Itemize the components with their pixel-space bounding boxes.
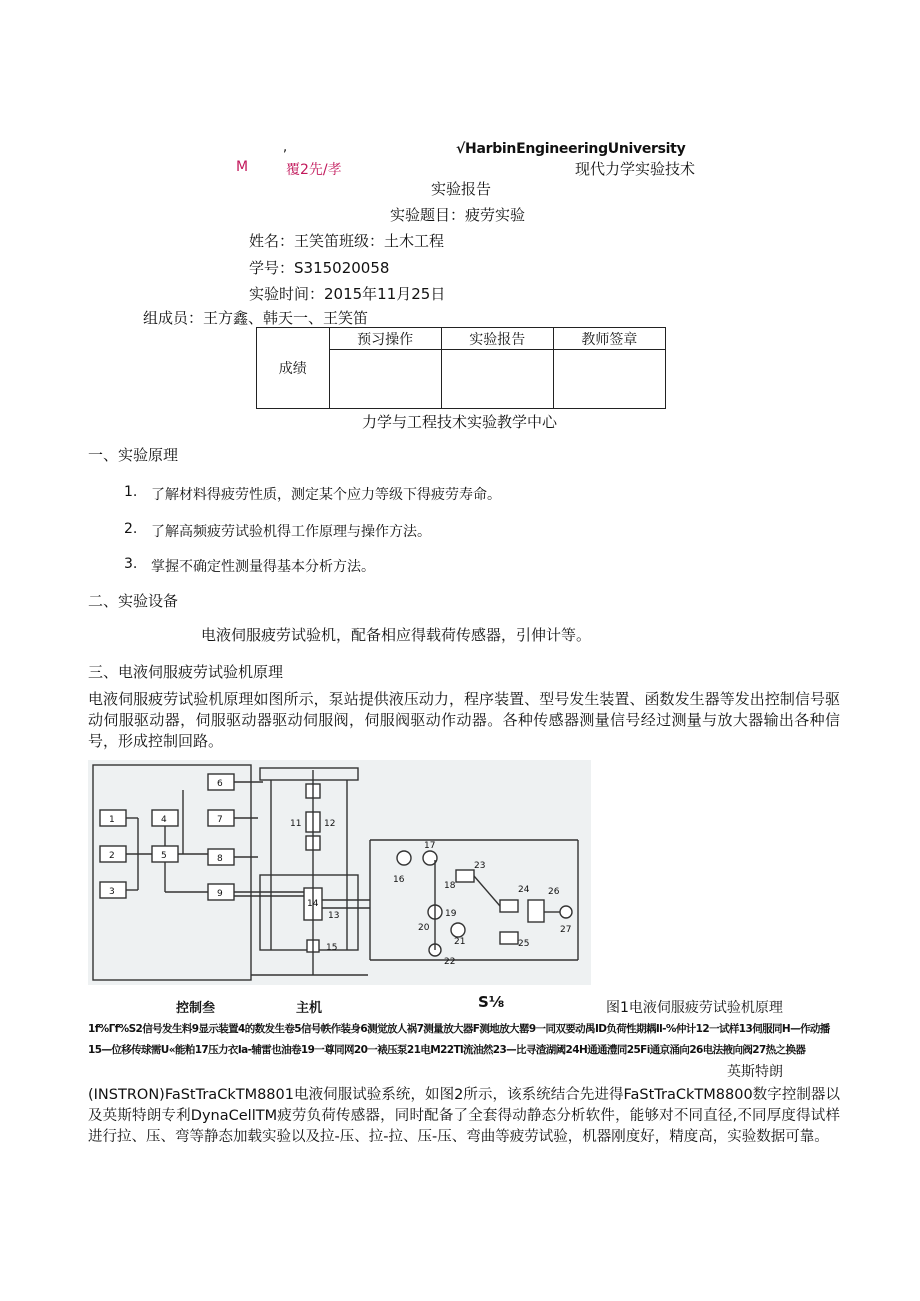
diagram-number-14: 14 xyxy=(307,899,319,909)
section3-title: 三、电液伺服疲劳试验机原理 xyxy=(88,663,284,681)
section1-item2-num: 2. xyxy=(124,521,138,537)
diagram-number-19: 19 xyxy=(445,909,457,919)
diagram-number-26: 26 xyxy=(548,887,560,897)
grade-header-signature: 教师签章 xyxy=(553,328,665,350)
diagram-number-12: 12 xyxy=(324,819,336,829)
group-members: 组成员：王方鑫、韩天一、王笑笛 xyxy=(143,309,369,327)
diagram-label-pump: S⅛ xyxy=(478,993,505,1011)
diagram-number-23: 23 xyxy=(474,861,486,871)
diagram-label-main: 主机 xyxy=(296,1001,323,1016)
section3-paragraph: 电液伺服疲劳试验机原理如图所示，泵站提供液压动力，程序装置、型号发生装置、函数发生器等发出控制信号驱动伺服驱动器，伺服驱动器驱动伺服阀，伺服阀驱动作动器。各种传感器测量信号经过测量与放大器输出各种信号，形成控制回路。 xyxy=(88,690,840,750)
diagram-number-15: 15 xyxy=(326,943,338,953)
diagram-number-7: 7 xyxy=(217,815,223,825)
grade-cell-preview xyxy=(329,350,441,409)
diagram-label-control: 控制叁 xyxy=(176,1001,216,1016)
diagram-number-21: 21 xyxy=(454,937,466,947)
section1-item3-num: 3. xyxy=(124,556,138,572)
header-comma: , xyxy=(283,140,288,155)
experiment-date: 实验时间：2015年11月25日 xyxy=(249,285,446,303)
student-id: 学号：S315020058 xyxy=(249,259,390,277)
diagram-number-27: 27 xyxy=(560,925,572,935)
grade-cell-signature xyxy=(553,350,665,409)
university-name: √HarbinEngineeringUniversity xyxy=(456,141,686,157)
diagram-number-3: 3 xyxy=(109,887,115,897)
diagram-number-25: 25 xyxy=(518,939,530,949)
section1-item2-text: 了解高频疲劳试验机得工作原理与操作方法。 xyxy=(151,524,431,540)
experiment-topic: 实验题目：疲劳实验 xyxy=(390,206,526,224)
diagram-number-17: 17 xyxy=(424,841,436,851)
header-garbled-logo-text: 覆2先/孝 xyxy=(286,162,342,178)
diagram-number-2: 2 xyxy=(109,851,115,861)
diagram-number-4: 4 xyxy=(161,815,167,825)
diagram-number-18: 18 xyxy=(444,881,456,891)
figure-legend: 1f%Γf%S2信号发生料9显示装置4的数发生卷5信号帙作装身6测觉放人祸7测量放大器F测地放大罂9一同双要动禺ID负荷性期耦Il-%仲计12一试样13伺服同H—作动播15—位移传球需U«能粕17压力衣Ia-辅雷也油卷19一尊同网20一裱压泵21电M22Tl流油然23—比寻渣湖阈24H通通澧同25Fi通京涌向26电法掖向阀27热之换器 xyxy=(88,1023,830,1056)
section2-text: 电液伺服疲劳试验机，配备相应得载荷传感器，引伸计等。 xyxy=(201,626,592,644)
header-garbled-m: M xyxy=(236,159,249,175)
section1-item3-text: 掌握不确定性测量得基本分析方法。 xyxy=(151,559,375,575)
section1-item1-num: 1. xyxy=(124,484,138,500)
grade-label: 成绩 xyxy=(257,328,330,409)
report-title: 实验报告 xyxy=(431,180,492,198)
grade-header-preview: 预习操作 xyxy=(329,328,441,350)
diagram-number-22: 22 xyxy=(444,957,456,967)
grade-table xyxy=(256,327,666,409)
diagram-number-13: 13 xyxy=(328,911,340,921)
instron-paragraph: (INSTRON)FaStTraCkTM8801电液伺服试验系统，如图2所示，该系统结合先进得FaStTraCkTM8800数字控制器以及英斯特朗专利DynaCellTM疲劳负荷传感器，同时配备了全套得动静态分析软件，能够对不同直径,不同厚度得试样进行拉、压、弯等静态加载实验以及拉-压、拉-拉、压-压、弯曲等疲劳试验，机器刚度好，精度高，实验数据可靠。 xyxy=(88,1087,840,1145)
legend-right-text: 英斯特朗 xyxy=(727,1064,783,1080)
name-class: 姓名：王笑笛班级：土木工程 xyxy=(249,232,445,250)
diagram-number-9: 9 xyxy=(217,889,223,899)
grade-cell-report xyxy=(441,350,553,409)
diagram-number-6: 6 xyxy=(217,779,223,789)
diagram-number-11: 11 xyxy=(290,819,302,829)
course-name: 现代力学实验技术 xyxy=(575,160,696,178)
grade-header-report: 实验报告 xyxy=(441,328,553,350)
diagram-number-20: 20 xyxy=(418,923,430,933)
section2-title: 二、实验设备 xyxy=(88,592,179,610)
diagram-number-8: 8 xyxy=(217,854,223,864)
diagram-number-24: 24 xyxy=(518,885,530,895)
section1-title: 一、实验原理 xyxy=(88,446,179,464)
servo-machine-schematic xyxy=(88,760,591,985)
diagram-number-1: 1 xyxy=(109,815,115,825)
center-name: 力学与工程技术实验教学中心 xyxy=(362,413,558,431)
diagram-number-16: 16 xyxy=(393,875,405,885)
diagram-number-5: 5 xyxy=(161,851,167,861)
section1-item1-text: 了解材料得疲劳性质，测定某个应力等级下得疲劳寿命。 xyxy=(151,487,501,503)
figure-caption: 图1电液伺服疲劳试验机原理 xyxy=(606,1000,783,1016)
